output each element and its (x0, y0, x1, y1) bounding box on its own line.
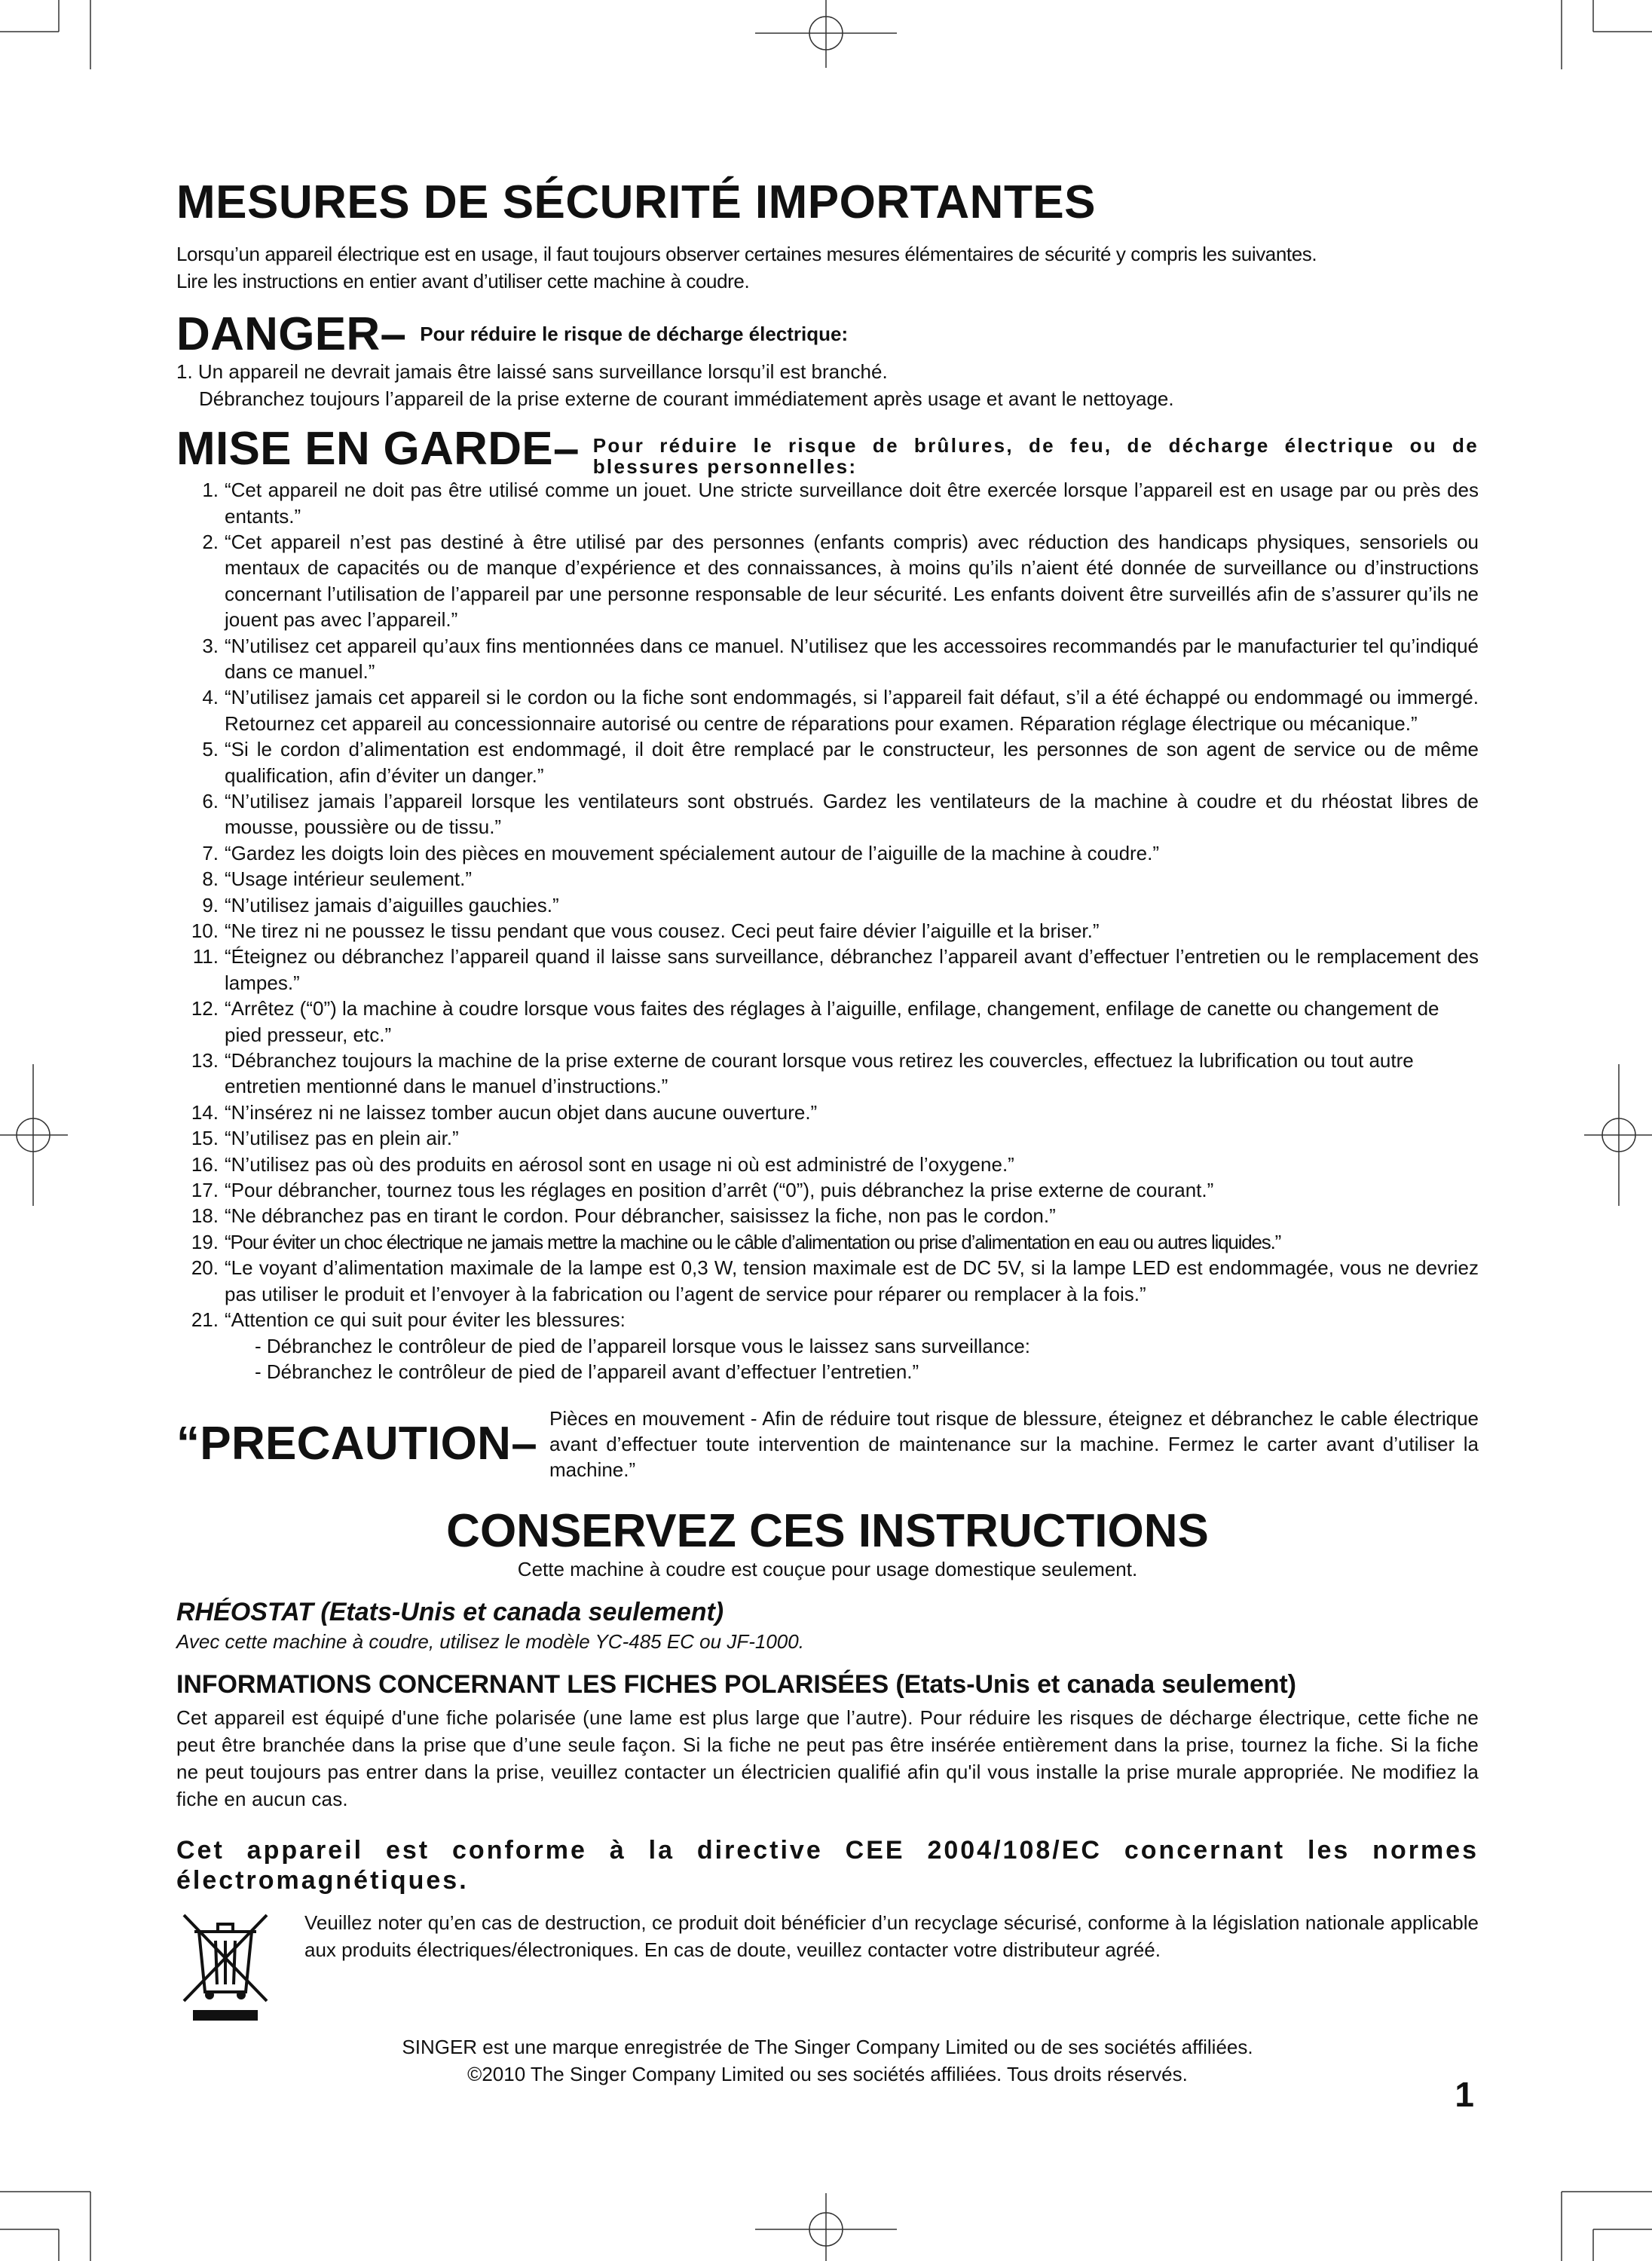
list-item: 10. “Ne tirez ni ne poussez le tissu pendant que vous cousez. Ceci peut faire dévier l’aiguille et la briser.” (191, 919, 1100, 942)
polarized-plug-heading: INFORMATIONS CONCERNANT LES FICHES POLARISÉES (Etats-Unis et canada seulement) (176, 1670, 1296, 1700)
list-item: 17. “Pour débrancher, tournez tous les réglages en position d’arrêt (“0”), puis débranchez la prise externe de courant.” (191, 1179, 1214, 1202)
precaution-heading: “PRECAUTION– (176, 1418, 537, 1470)
conserve-subtitle: Cette machine à coudre est couçue pour usage domestique seulement. (517, 1558, 1138, 1581)
safety-instructions-page (176, 178, 1479, 2088)
list-item: 14. “N’insérez ni ne laissez tomber aucun objet dans aucune ouverture.” (191, 1100, 818, 1124)
footer-line-1: SINGER est une marque enregistrée de The Singer Company Limited ou de ses sociétés affiliées. (402, 2036, 1253, 2059)
list-item: 4. “N’utilisez jamais cet appareil si le cordon ou la fiche sont endommagés, si l’appareil fait défaut, s’il a été échappé ou endommagé ou immergé. Retournez cet appareil au concessionnaire autorisé ou centre de réparations pour examen. Réparation réglage électrique ou mécanique.” (202, 686, 1479, 735)
list-item: 5. “Si le cordon d’alimentation est endommagé, il doit être remplacé par le constructeur, les personnes de son agent de service ou de même qualification, afin d’éviter un danger.” (202, 738, 1479, 787)
danger-item-1-cont: Débranchez toujours l’appareil de la prise externe de courant immédiatement après usage et avant le nettoyage. (199, 387, 1174, 411)
conformity-heading: Cet appareil est conforme à la directive CEE 2004/108/EC concernant les normes électromagnétiques. (176, 1836, 1479, 1895)
footer (176, 2033, 1479, 2088)
list-item: 19. “Pour éviter un choc électrique ne jamais mettre la machine ou le câble d’alimentation ou prise d’alimentation en eau ou autres liquides.” (191, 1230, 1281, 1253)
list-item: 20. “Le voyant d’alimentation maximale de la lampe est 0,3 W, tension maximale est de DC 5V, si la lampe LED est endommagée, vous ne devriez pas utiliser le produit et l’envoyer à la fabrication ou l’agent de service pour réparer ou remplacer à la fois.” (191, 1256, 1479, 1305)
danger-item-1: 1. Un appareil ne devrait jamais être laissé sans surveillance lorsqu’il est branché. (176, 360, 888, 384)
list-item: 8. “Usage intérieur seulement.” (202, 867, 473, 891)
rheostat-heading: RHÉOSTAT (Etats-Unis et canada seulement) (176, 1598, 724, 1627)
conserve-title: CONSERVEZ CES INSTRUCTIONS (446, 1505, 1209, 1558)
warning-list (176, 477, 1479, 1384)
precaution-text: Pièces en mouvement - Afin de réduire tout risque de blessure, éteignez et débranchez le cable électrique avant d’effectuer toute intervention de maintenance sur la machine. Fermez le carter avant d’utiliser la machine.” (549, 1407, 1479, 1482)
list-item: - Débranchez le contrôleur de pied de l’appareil avant d’effectuer l’entretien.” (255, 1360, 919, 1383)
intro-line-1: Lorsqu’un appareil électrique est en usage, il faut toujours observer certaines mesures élémentaires de sécurité y compris les suivantes. (176, 243, 1317, 266)
mise-en-garde-subtitle: Pour réduire le risque de brûlures, de feu, de décharge électrique ou de blessures personnelles: (592, 434, 1479, 479)
list-item: 1. “Cet appareil ne doit pas être utilisé comme un jouet. Une stricte surveillance doit être exercée lorsque l’appareil est en usage par ou près des entants.” (202, 479, 1479, 528)
list-item: 18. “Ne débranchez pas en tirant le cordon. Pour débrancher, saisissez la fiche, non pas le cordon.” (191, 1204, 1056, 1228)
polarized-plug-text: Cet appareil est équipé d'une fiche polarisée (une lame est plus large que l’autre). Pour réduire les risques de décharge électrique, cette fiche ne peut être branchée dans la prise que d’une seule façon. Si la fiche ne peut pas être insérée entièrement dans la prise, tournez la fiche. Si la fiche ne peut toujours pas entrer dans la prise, veuillez contacter un électricien qualifié afin qu'il vous installe la prise murale appropriée. Ne modifiez la fiche en aucun cas. (176, 1706, 1479, 1811)
precaution-block (176, 1409, 1479, 1482)
rheostat-text: Avec cette machine à coudre, utilisez le modèle YC-485 EC ou JF-1000. (176, 1630, 804, 1654)
list-item: 15. “N’utilisez pas en plein air.” (191, 1127, 459, 1150)
list-item: 12. “Arrêtez (“0”) la machine à coudre lorsque vous faites des réglages à l’aiguille, enfilage, changement, enfilage de canette ou changement de pied presseur, etc.” (191, 997, 1439, 1046)
list-item: 6. “N’utilisez jamais l’appareil lorsque les ventilateurs sont obstrués. Gardez les ventilateurs de la machine à coudre et du rhéostat libres de mousse, poussière ou de tissu.” (202, 789, 1479, 839)
danger-subtitle: Pour réduire le risque de décharge électrique: (420, 323, 849, 346)
list-item: 13. “Débranchez toujours la machine de la prise externe de courant lorsque vous retirez les couvercles, effectuez la lubrification ou tout autre entretien mentionné dans le manuel d’instructions.” (191, 1049, 1414, 1098)
danger-heading: DANGER– (176, 308, 407, 361)
recycling-notice (176, 1909, 1479, 2026)
recycling-text: Veuillez noter qu’en cas de destruction, ce produit doit bénéficier d’un recyclage sécurisé, conforme à la législation nationale applicable aux produits électriques/électroniques. En cas de doute, veuillez contacter votre distributeur agréé. (304, 1911, 1479, 1962)
mise-en-garde-heading: MISE EN GARDE– (176, 423, 580, 476)
page-number: 1 (1455, 2075, 1474, 2114)
danger-header (176, 308, 1479, 361)
list-item: 7. “Gardez les doigts loin des pièces en mouvement spécialement autour de l’aiguille de la machine à coudre.” (202, 841, 1160, 864)
list-item: 9. “N’utilisez jamais d’aiguilles gauchies.” (202, 893, 559, 916)
page-title: MESURES DE SÉCURITÉ IMPORTANTES (176, 176, 1097, 228)
list-item: 2. “Cet appareil n’est pas destiné à être utilisé par des personnes (enfants compris) avec réduction des handicaps physiques, sensoriels ou mentaux de capacités ou de manque d’expérience et des connaissances, à moins qu’ils n’aient été donnée de surveillance ou d’instructions concernant l’utilisation de l’appareil par une personne responsable de leur sécurité. Les enfants doivent être surveillés afin de s’assurer qu’ils ne jouent pas avec l’appareil.” (202, 530, 1479, 632)
list-item: 3. “N’utilisez cet appareil qu’aux fins mentionnées dans ce manuel. N’utilisez que les accessoires recommandés par le manufacturier tel qu’indiqué dans ce manuel.” (202, 634, 1479, 683)
intro-line-2: Lire les instructions en entier avant d’utiliser cette machine à coudre. (176, 270, 750, 293)
list-item: 11. “Éteignez ou débranchez l’appareil quand il laisse sans surveillance, débranchez l’appareil avant d’effectuer l’entretien ou le remplacement des lampes.” (192, 945, 1479, 994)
list-item: 16. “N’utilisez pas où des produits en aérosol sont en usage ni où est administré de l’oxygene.” (191, 1152, 1014, 1176)
weee-crossed-bin-icon (176, 1909, 289, 2026)
list-item: - Débranchez le contrôleur de pied de l’appareil lorsque vous le laissez sans surveillance: (255, 1334, 1031, 1357)
list-item: 21. “Attention ce qui suit pour éviter les blessures: (191, 1308, 626, 1332)
mise-en-garde-header (176, 423, 1479, 479)
footer-line-2: ©2010 The Singer Company Limited ou ses sociétés affiliées. Tous droits réservés. (467, 2063, 1188, 2086)
